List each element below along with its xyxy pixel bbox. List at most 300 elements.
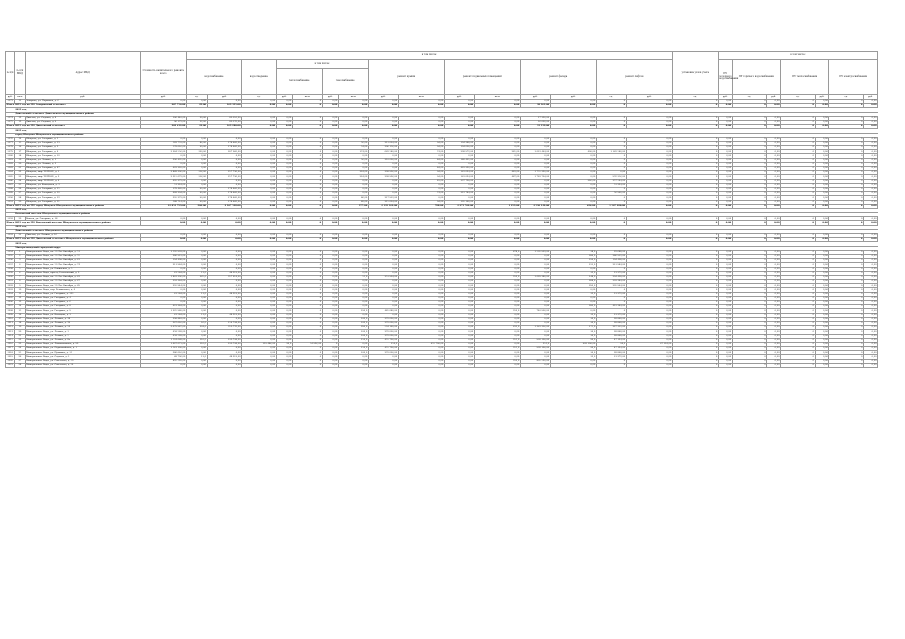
table-cell: 0,00 bbox=[242, 150, 277, 154]
table-row bbox=[6, 363, 878, 367]
table-cell: 0,00 bbox=[718, 301, 732, 305]
table-cell: 0,00 bbox=[276, 179, 292, 183]
address-cell: Шахунья, ул. Гагарина, д. 47 bbox=[25, 167, 140, 171]
address-cell: Минеральные Воды, пл. 50 Лет Октября, д. 67 bbox=[25, 280, 140, 284]
table-cell: 0,00 bbox=[444, 259, 474, 263]
table-cell: 96 172,00 bbox=[140, 120, 186, 124]
table-cell: 0,00 bbox=[276, 221, 292, 225]
table-cell: 0,00 bbox=[276, 305, 292, 309]
table-cell: 0,00 bbox=[520, 162, 550, 166]
table-cell: 0,00 bbox=[242, 275, 277, 279]
table-cell: 0,00 bbox=[767, 330, 781, 334]
table-cell: 1212 bbox=[7, 325, 13, 329]
table-cell: 0,00 bbox=[242, 334, 277, 338]
table-cell: 0,00 bbox=[550, 221, 596, 225]
table-cell: 0,00 bbox=[520, 301, 550, 305]
table-cell: 0,00 bbox=[444, 267, 474, 271]
table-cell: 0,00 bbox=[863, 263, 877, 267]
table-cell: 0,00 bbox=[338, 359, 368, 363]
table-cell: 0,00 bbox=[474, 301, 520, 305]
table-cell: 0,00 bbox=[767, 154, 781, 158]
table-cell: 0,00 bbox=[863, 250, 877, 254]
table-cell: 0,00 bbox=[815, 301, 829, 305]
table-cell: 0,00 bbox=[815, 355, 829, 359]
table-cell: 0 bbox=[829, 305, 864, 309]
table-cell: 21 bbox=[15, 334, 25, 338]
table-cell: 0,00 bbox=[322, 221, 338, 225]
table-cell: 0,00 bbox=[322, 187, 338, 191]
table-cell: 902 100,00 bbox=[520, 347, 550, 351]
table-cell: 0,00 bbox=[276, 317, 292, 321]
table-cell: 0,00 bbox=[338, 221, 368, 225]
table-cell: 0 bbox=[732, 250, 767, 254]
table-cell: 0 bbox=[672, 363, 718, 367]
table-cell: 80,00 bbox=[338, 200, 368, 204]
table-cell: 0 bbox=[292, 183, 322, 187]
table-cell: 81,00 bbox=[398, 179, 444, 183]
table-cell: 0,00 bbox=[276, 196, 292, 200]
table-cell: 0,00 bbox=[444, 250, 474, 254]
table-cell: 61 584,00 bbox=[140, 271, 186, 275]
table-cell: 48 312,00 bbox=[207, 313, 242, 317]
table-cell: 0,00 bbox=[398, 116, 444, 120]
table-cell: 110,0 bbox=[186, 338, 207, 342]
table-cell: 295 944,00 bbox=[140, 284, 186, 288]
table-cell: 212 784,00 bbox=[444, 192, 474, 196]
table-cell: 0,00 bbox=[276, 217, 292, 221]
table-cell: 0,00 bbox=[718, 179, 732, 183]
table-cell: 0,00 bbox=[863, 146, 877, 150]
table-cell: 0,00 bbox=[626, 301, 672, 305]
table-cell: 0,00 bbox=[444, 125, 474, 129]
table-cell: 42,00 bbox=[186, 125, 207, 129]
table-cell: 94,00 bbox=[398, 141, 444, 145]
table-cell: 1 595 993,00 bbox=[140, 250, 186, 254]
table-cell: 0,00 bbox=[767, 271, 781, 275]
table-cell: 217 912,00 bbox=[368, 196, 398, 200]
table-cell: 0,00 bbox=[207, 263, 242, 267]
table-cell: 0,00 bbox=[718, 259, 732, 263]
address-cell: Минеральные Воды, ул. Гагарина, д. 8 bbox=[25, 305, 140, 309]
table-cell: 1 bbox=[15, 250, 25, 254]
table-cell: 0 bbox=[292, 263, 322, 267]
table-cell: 0,00 bbox=[444, 104, 474, 108]
table-cell: 0,00 bbox=[338, 100, 368, 104]
table-cell: 12 bbox=[15, 116, 25, 120]
group-pu: в том числе: bbox=[718, 52, 877, 60]
col-pu3: ПУ теплоснабжения bbox=[780, 60, 828, 95]
table-cell: 0,00 bbox=[626, 179, 672, 183]
table-cell: 0,00 bbox=[767, 200, 781, 204]
table-cell: 0 bbox=[732, 280, 767, 284]
table-cell: 0,00 bbox=[398, 338, 444, 342]
table-cell: 0 bbox=[829, 326, 864, 330]
table-cell: 0,00 bbox=[444, 154, 474, 158]
address-cell: Шахунья, мкр. ЧЕРНОЕ, д. 4 bbox=[25, 179, 140, 183]
table-cell: 0 bbox=[829, 280, 864, 284]
table-cell: 0,00 bbox=[863, 150, 877, 154]
table-cell: 0,00 bbox=[276, 158, 292, 162]
table-cell: 0,00 bbox=[626, 125, 672, 129]
table-cell: 0 bbox=[780, 338, 815, 342]
table-cell: 0,00 bbox=[242, 263, 277, 267]
table-cell: 0 bbox=[829, 259, 864, 263]
table-cell: 0,00 bbox=[186, 254, 207, 258]
table-cell: 0 bbox=[829, 116, 864, 120]
table-cell: 0,00 bbox=[398, 271, 444, 275]
table-cell: 54,00 bbox=[338, 146, 368, 150]
table-cell: 0,00 bbox=[398, 217, 444, 221]
table-cell: 0,00 bbox=[338, 234, 368, 238]
table-cell: 0 bbox=[780, 116, 815, 120]
table-cell: 13 272,00 bbox=[596, 292, 626, 296]
table-cell: 0,00 bbox=[718, 338, 732, 342]
table-cell: 0,00 bbox=[474, 104, 520, 108]
table-cell: 0 bbox=[292, 330, 322, 334]
year-label: 2019 год bbox=[15, 208, 878, 212]
table-cell: 0,00 bbox=[444, 280, 474, 284]
table-cell: 0 bbox=[732, 275, 767, 279]
table-cell: 0 bbox=[672, 175, 718, 179]
table-cell: 0,00 bbox=[520, 154, 550, 158]
table-cell: 0,00 bbox=[322, 338, 338, 342]
table-cell: 0,00 bbox=[626, 183, 672, 187]
unit-cell: руб. bbox=[626, 95, 672, 100]
table-cell: 0 bbox=[292, 175, 322, 179]
table-cell: 0 bbox=[292, 154, 322, 158]
table-cell: 194,0 bbox=[550, 259, 596, 263]
table-body bbox=[6, 100, 878, 368]
table-cell: 0,00 bbox=[718, 342, 732, 346]
table-cell: 0,00 bbox=[398, 267, 444, 271]
table-cell: 0,00 bbox=[815, 171, 829, 175]
table-cell: 0 bbox=[292, 137, 322, 141]
table-cell: 0,00 bbox=[242, 167, 277, 171]
table-cell: 1208 bbox=[7, 308, 13, 312]
table-cell: 0 bbox=[672, 330, 718, 334]
table-cell: 14 bbox=[15, 305, 25, 309]
table-cell: 0,00 bbox=[767, 326, 781, 330]
table-cell: 0 bbox=[292, 200, 322, 204]
table-cell: 0,00 bbox=[863, 187, 877, 191]
table-cell: 0,00 bbox=[322, 162, 338, 166]
table-cell: 0,00 bbox=[276, 313, 292, 317]
table-cell: 0 bbox=[672, 334, 718, 338]
table-cell: 22,00 bbox=[186, 120, 207, 124]
table-cell: 22 688,00 bbox=[596, 250, 626, 254]
table-cell: 0,00 bbox=[474, 221, 520, 225]
table-cell: 0,00 bbox=[474, 100, 520, 104]
table-cell: 224,00 bbox=[338, 171, 368, 175]
address-cell: Минеральные Воды, ул. Советская, д. 54 bbox=[25, 363, 140, 367]
table-cell: 11 bbox=[15, 292, 25, 296]
table-cell: 0,00 bbox=[368, 305, 398, 309]
table-cell: 0 bbox=[780, 171, 815, 175]
table-cell: 0,00 bbox=[338, 137, 368, 141]
table-cell: 86,00 bbox=[338, 196, 368, 200]
table-cell: 0 bbox=[780, 146, 815, 150]
total-label: Итого 2019 год по МО Вахтанский поселок Шахунского муниципального района bbox=[6, 221, 141, 225]
table-cell: 0,00 bbox=[718, 250, 732, 254]
table-cell: 0,00 bbox=[520, 196, 550, 200]
table-cell: 51 224,00 bbox=[140, 183, 186, 187]
table-cell: 2 139 364,00 bbox=[368, 204, 398, 208]
table-cell: 0,00 bbox=[767, 363, 781, 367]
table-cell: 18 bbox=[15, 321, 25, 325]
table-cell: 0,00 bbox=[368, 292, 398, 296]
table-cell: 0,00 bbox=[186, 351, 207, 355]
table-cell: 0 bbox=[672, 359, 718, 363]
table-cell: 0,00 bbox=[207, 234, 242, 238]
table-cell: 0 bbox=[829, 100, 864, 104]
table-cell: 0,00 bbox=[242, 313, 277, 317]
table-cell: 0,00 bbox=[718, 326, 732, 330]
unit-cell: ед. bbox=[732, 95, 767, 100]
table-cell: 206 156,00 bbox=[368, 146, 398, 150]
address-cell: Минеральные Воды, ул. Гагарина, д. 131 bbox=[25, 292, 140, 296]
table-cell: 0,00 bbox=[242, 317, 277, 321]
total-label: Итого 2019 год по МО Дивеевский сельсовет bbox=[6, 125, 141, 129]
table-cell: 0,00 bbox=[767, 171, 781, 175]
table-cell: 0 bbox=[732, 221, 767, 225]
table-cell: 51 224,00 bbox=[596, 183, 626, 187]
table-cell: 0,00 bbox=[338, 263, 368, 267]
table-cell: 0 bbox=[672, 275, 718, 279]
table-cell: 1176 bbox=[7, 136, 13, 140]
table-cell: 0,00 bbox=[863, 305, 877, 309]
unit-cell: ед. bbox=[829, 95, 864, 100]
table-cell: 0,00 bbox=[767, 338, 781, 342]
table-cell: 1177 bbox=[7, 141, 13, 145]
table-cell: 94,00 bbox=[398, 171, 444, 175]
table-cell: 22 bbox=[15, 171, 25, 175]
table-cell: 1 524 668,00 bbox=[140, 338, 186, 342]
table-cell: 0 bbox=[596, 100, 626, 104]
table-cell: 0,00 bbox=[368, 234, 398, 238]
table-cell: 0,00 bbox=[398, 275, 444, 279]
table-cell: 0,00 bbox=[444, 183, 474, 187]
table-cell: 0 bbox=[732, 263, 767, 267]
table-cell: 4 530 144,00 bbox=[520, 204, 550, 208]
table-cell: 0,00 bbox=[242, 301, 277, 305]
table-cell: 0,00 bbox=[444, 351, 474, 355]
table-cell: 0,00 bbox=[626, 150, 672, 154]
table-cell: 0 bbox=[829, 175, 864, 179]
table-cell: 0 bbox=[780, 351, 815, 355]
table-cell: 0,00 bbox=[474, 141, 520, 145]
table-cell: 0 bbox=[596, 301, 626, 305]
table-cell: 0,00 bbox=[474, 334, 520, 338]
table-cell: 0 bbox=[780, 284, 815, 288]
table-cell: 0,00 bbox=[815, 200, 829, 204]
table-cell: 0,00 bbox=[242, 162, 277, 166]
table-cell: 0,00 bbox=[276, 301, 292, 305]
table-cell: 0,00 bbox=[338, 104, 368, 108]
table-cell: 0,00 bbox=[474, 330, 520, 334]
table-cell: 1178 bbox=[7, 145, 13, 149]
table-cell: 0,00 bbox=[626, 171, 672, 175]
table-cell: 0 bbox=[780, 321, 815, 325]
table-cell: 0,00 bbox=[520, 330, 550, 334]
table-cell: 0,00 bbox=[207, 167, 242, 171]
table-cell: 26,0 bbox=[276, 342, 292, 346]
table-cell: 286 912,00 bbox=[140, 254, 186, 258]
table-cell: 0 bbox=[292, 359, 322, 363]
table-cell: 0,00 bbox=[863, 200, 877, 204]
address-cell: Минеральные Воды, пл. 50 Лет Октября, д. 51 bbox=[25, 250, 140, 254]
table-cell: 0,00 bbox=[276, 338, 292, 342]
table-cell: 0 bbox=[780, 100, 815, 104]
table-cell: 0,00 bbox=[276, 192, 292, 196]
table-cell: 0,00 bbox=[322, 355, 338, 359]
table-cell: 0,00 bbox=[767, 141, 781, 145]
table-cell: 0,00 bbox=[474, 200, 520, 204]
table-cell: 0,00 bbox=[276, 137, 292, 141]
table-cell: 0,00 bbox=[767, 204, 781, 208]
col-lift: ремонт лифтов bbox=[596, 60, 672, 95]
table-cell: 0,00 bbox=[338, 187, 368, 191]
table-cell: 0,00 bbox=[863, 330, 877, 334]
table-cell: 0,00 bbox=[276, 254, 292, 258]
table-cell: 0,00 bbox=[186, 330, 207, 334]
table-cell: 487,00 bbox=[474, 175, 520, 179]
unit-cell: руб. bbox=[368, 95, 398, 100]
table-cell: 0,00 bbox=[322, 292, 338, 296]
table-cell: 390 405,00 bbox=[140, 158, 186, 162]
address-cell: Минеральные Воды, ул. Советская, д. 50 bbox=[25, 359, 140, 363]
table-cell: 1 843 336,00 bbox=[140, 275, 186, 279]
table-cell: 0,00 bbox=[626, 250, 672, 254]
table-cell: 0,00 bbox=[186, 288, 207, 292]
table-cell: 207 960,00 bbox=[207, 150, 242, 154]
table-cell: 0 bbox=[292, 146, 322, 150]
table-cell: 270 000,00 bbox=[368, 351, 398, 355]
table-cell: 0,00 bbox=[474, 342, 520, 346]
table-cell: 0 bbox=[596, 217, 626, 221]
table-cell: 0,00 bbox=[815, 254, 829, 258]
table-cell: 0,00 bbox=[626, 305, 672, 309]
table-cell: 0 bbox=[829, 296, 864, 300]
table-cell: 0,00 bbox=[474, 154, 520, 158]
table-cell: 0,00 bbox=[815, 317, 829, 321]
table-cell: 0 bbox=[596, 154, 626, 158]
table-cell: 0,00 bbox=[718, 238, 732, 242]
table-cell: 61 584,00 bbox=[140, 313, 186, 317]
table-cell: 0,00 bbox=[520, 271, 550, 275]
unit-cell: руб. bbox=[767, 95, 781, 100]
table-cell: 0,00 bbox=[322, 238, 338, 242]
table-cell: 0,00 bbox=[626, 187, 672, 191]
table-cell: 0,00 bbox=[520, 355, 550, 359]
table-cell: 0,00 bbox=[815, 217, 829, 221]
col-basement: ремонт подвальных помещений bbox=[444, 60, 520, 95]
table-cell: 0 bbox=[829, 334, 864, 338]
table-cell: 286 912,00 bbox=[596, 254, 626, 258]
table-cell: 0,00 bbox=[767, 234, 781, 238]
table-cell: 1 507 280,00 bbox=[596, 204, 626, 208]
unit-cell: руб. bbox=[718, 95, 732, 100]
table-cell: 84,00 bbox=[398, 158, 444, 162]
table-cell: 0 bbox=[292, 158, 322, 162]
table-cell: 0,00 bbox=[242, 296, 277, 300]
table-cell: 0,00 bbox=[276, 296, 292, 300]
table-cell: 0,00 bbox=[207, 183, 242, 187]
table-cell: 90,00 bbox=[186, 196, 207, 200]
group-label: Вахтанский поселок Шахунского муниципального района bbox=[15, 213, 878, 217]
table-cell: 0,00 bbox=[718, 330, 732, 334]
table-cell: 0,00 bbox=[398, 317, 444, 321]
table-cell: 288,0 bbox=[550, 280, 596, 284]
table-cell: 0,00 bbox=[718, 334, 732, 338]
table-cell: 0,00 bbox=[550, 104, 596, 108]
table-cell: 0 bbox=[829, 288, 864, 292]
table-cell: 0,00 bbox=[718, 162, 732, 166]
table-cell: 0,00 bbox=[276, 334, 292, 338]
table-cell: 0,00 bbox=[242, 100, 277, 104]
table-cell: 0,00 bbox=[444, 321, 474, 325]
table-cell: 0,00 bbox=[322, 254, 338, 258]
table-cell: 0,00 bbox=[276, 141, 292, 145]
group-works: в том числе: bbox=[186, 52, 672, 60]
address-cell: Шахунья, ул. Ленина, д. 3 bbox=[25, 162, 140, 166]
table-cell: 0,00 bbox=[398, 363, 444, 367]
table-cell: 0,00 bbox=[550, 359, 596, 363]
table-cell: 0,00 bbox=[276, 100, 292, 104]
table-cell: 1219 bbox=[7, 354, 13, 358]
table-cell: 0,00 bbox=[626, 217, 672, 221]
table-cell: 0 bbox=[829, 204, 864, 208]
table-cell: 0,00 bbox=[863, 288, 877, 292]
table-cell: 0,00 bbox=[718, 146, 732, 150]
table-cell: 0,00 bbox=[815, 154, 829, 158]
table-cell: 23 bbox=[15, 342, 25, 346]
table-cell: 18,0 bbox=[550, 250, 596, 254]
table-cell: 0,00 bbox=[444, 284, 474, 288]
table-cell: 0 bbox=[672, 187, 718, 191]
table-cell: 1207 bbox=[7, 304, 13, 308]
table-cell: 0,00 bbox=[242, 309, 277, 313]
table-cell: 0,00 bbox=[207, 330, 242, 334]
table-cell: 0,00 bbox=[398, 280, 444, 284]
table-cell: 0,00 bbox=[242, 146, 277, 150]
table-cell: 0,00 bbox=[718, 347, 732, 351]
table-cell: 0,00 bbox=[322, 301, 338, 305]
table-cell: 0,00 bbox=[207, 359, 242, 363]
table-cell: 0 bbox=[672, 120, 718, 124]
table-cell: 27 bbox=[15, 359, 25, 363]
table-cell: 0,00 bbox=[444, 196, 474, 200]
table-cell: 0,00 bbox=[398, 326, 444, 330]
table-cell: 0 bbox=[780, 313, 815, 317]
table-cell: 0,00 bbox=[186, 221, 207, 225]
table-cell: 194 408,00 bbox=[140, 259, 186, 263]
table-cell: 0,00 bbox=[596, 171, 626, 175]
table-cell: 0,00 bbox=[550, 100, 596, 104]
table-cell: 6 bbox=[15, 271, 25, 275]
table-cell: 0,00 bbox=[398, 259, 444, 263]
table-cell: 0,00 bbox=[474, 363, 520, 367]
table-cell: 0,00 bbox=[626, 296, 672, 300]
table-cell: 0 bbox=[829, 171, 864, 175]
table-cell: 0,00 bbox=[276, 125, 292, 129]
table-cell: 0,00 bbox=[276, 183, 292, 187]
table-cell: 26,0 bbox=[596, 342, 626, 346]
table-cell: 0,00 bbox=[207, 250, 242, 254]
table-cell: 25 bbox=[15, 351, 25, 355]
table-cell: 357 614,00 bbox=[207, 275, 242, 279]
table-cell: 0,00 bbox=[626, 154, 672, 158]
table-cell: 0,00 bbox=[815, 288, 829, 292]
